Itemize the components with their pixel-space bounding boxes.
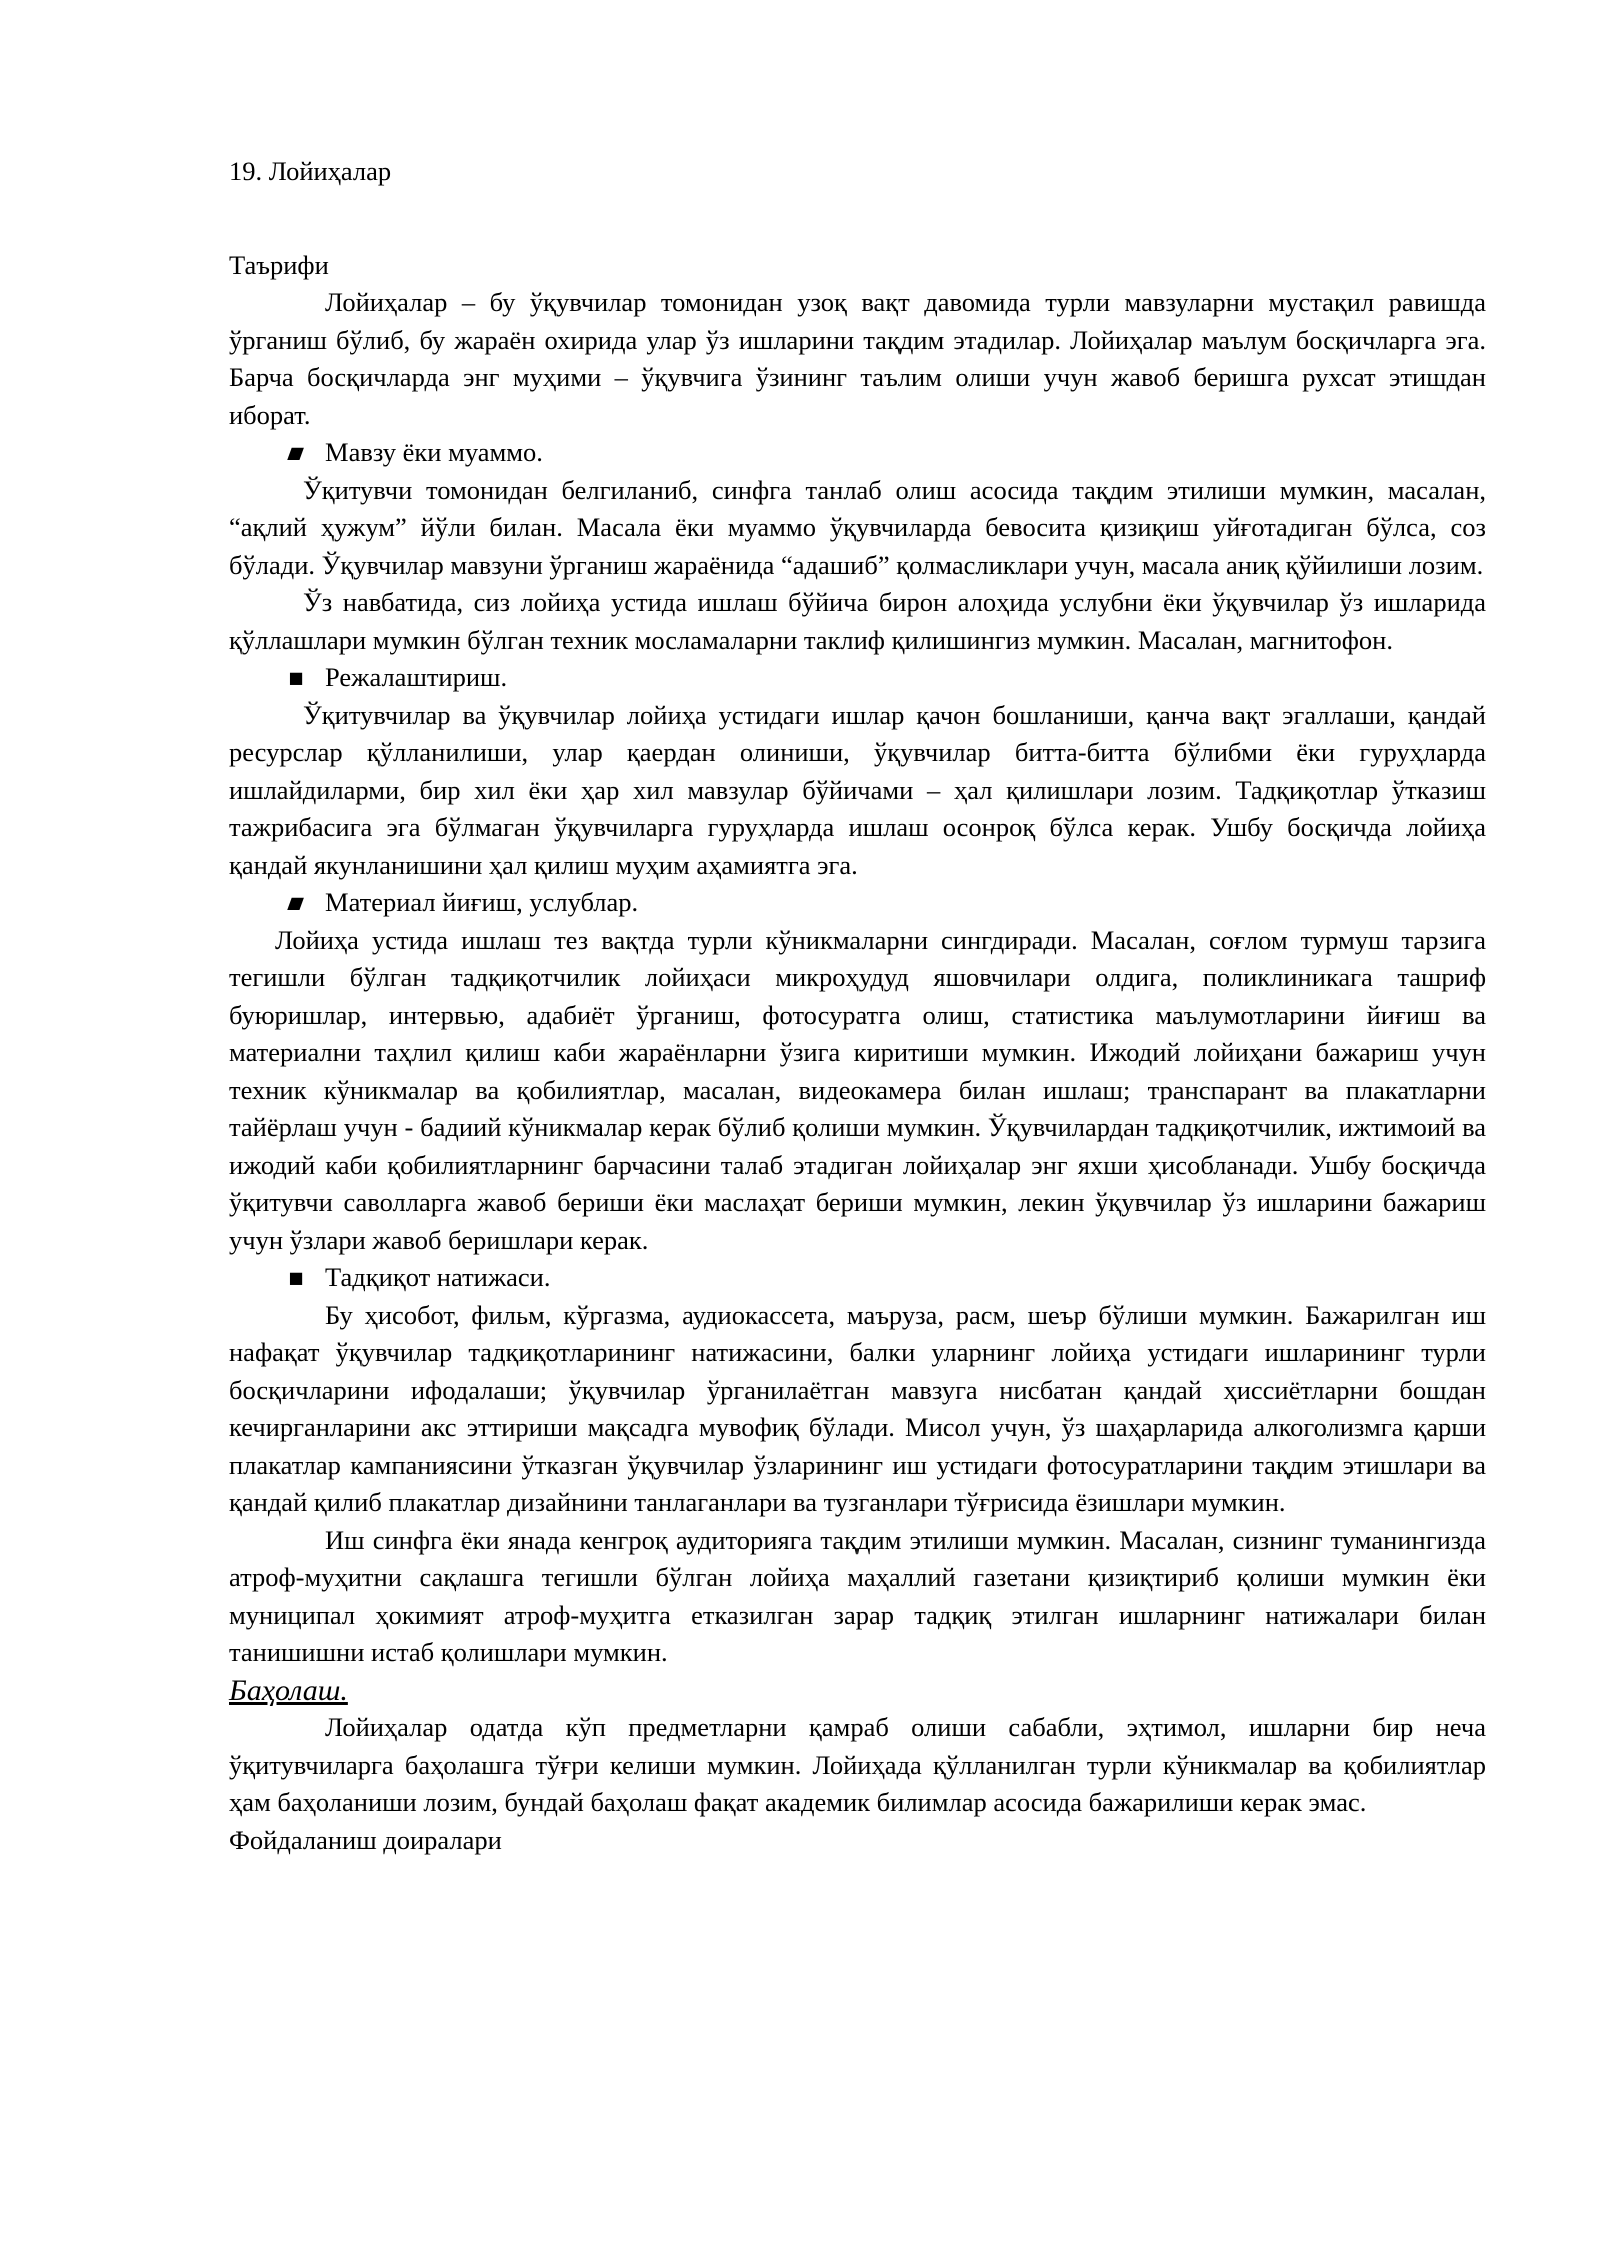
spacer: [229, 191, 1486, 247]
bullet-icon: ■: [285, 443, 308, 462]
assessment-paragraph: Лойиҳалар одатда кўп предметларни қамраб олиши сабабли, эҳтимол, ишларни бир неча ўқитувчиларга баҳолашга тўғри келиши мумкин. Лойиҳада қўлланилган турли кўникмалар ва қобилиятлар ҳам баҳоланиши лозим, бундай баҳолаш фақат академик билимлар асосида бажарилиши керак эмас.: [229, 1712, 1486, 1817]
bullet-icon: ■: [285, 893, 308, 912]
section-heading: 19. Лойиҳалар: [229, 156, 392, 186]
stage2-title: Режалаштириш.: [325, 662, 508, 692]
stage2-paragraph-1: Ўқитувчилар ва ўқувчилар лойиҳа устидаги ишлар қачон бошланиши, қанча вақт эгаллаши, қандай ресурслар қўлланилиши, улар қаердан олиниши, ўқувчилар битта-битта бўлибми ёки гуруҳларда ишлайдиларми, бир хил ёки ҳар хил мавзулар бўйичами – ҳал қилишлари лозим. Тадқиқотлар ўтказиш тажрибасига эга бўлмаган ўқувчиларга гуруҳларда ишлаш осонроқ бўлса керак. Ушбу босқичда лойиҳа қандай якунланишини ҳал қилиш муҳим аҳамиятга эга.: [229, 699, 1486, 880]
stage4-item: [229, 1259, 1486, 1297]
document-body: [229, 153, 1486, 1859]
assessment-title: Баҳолаш.: [229, 1673, 348, 1707]
bullet-icon: ■: [288, 668, 304, 687]
stage3-item: [229, 884, 1486, 922]
bullet-icon: ■: [288, 1268, 304, 1287]
stage1-paragraph-2: Ўз навбатида, сиз лойиҳа устида ишлаш бўйича бирон алоҳида услубни ёки ўқувчилар ўз ишларида қўллашлари мумкин бўлган техник мосламаларни таклиф қилишингиз мумкин. Масалан, магнитофон.: [229, 587, 1486, 655]
stage1-item: [229, 434, 1486, 472]
stage2-item: [229, 659, 1486, 697]
stage3-paragraph-1: Лойиҳа устида ишлаш тез вақтда турли кўникмаларни сингдиради. Масалан, соғлом турмуш тарзига тегишли бўлган тадқиқотчилик лойиҳаси микроҳудуд яшовчилари олдига, поликлиникага ташриф буюришлар, интервью, адабиёт ўрганиш, фотосуратга олиш, статистика маълумотларини йиғиш ва материални таҳлил қилиш каби жараёнларни ўзига киритиши мумкин. Ижодий лойиҳани бажариш учун техник кўникмалар ва қобилиятлар, масалан, видеокамера билан ишлаш; транспарант ва плакатларни тайёрлаш учун - бадиий кўникмалар керак бўлиб қолиши мумкин. Ўқувчилардан тадқиқотчилик, ижтимоий ва ижодий каби қобилиятларнинг барчасини талаб этадиган лойиҳалар энг яхши ҳисобланади. Ушбу босқичда ўқитувчи саволларга жавоб бериши ёки маслаҳат бериши мумкин, лекин ўқувчилар ўз ишларини бажариш учун ўзлари жавоб беришлари керак.: [229, 924, 1486, 1255]
stage3-title: Материал йиғиш, услублар.: [325, 887, 639, 917]
stage1-paragraph-1: Ўқитувчи томонидан белгиланиб, синфга танлаб олиш асосида тақдим этилиши мумкин, масалан, “ақлий ҳужум” йўли билан. Масала ёки муаммо ўқувчиларда бевосита қизиқиш уйғотадиган бўлса, соз бўлади. Ўқувчилар мавзуни ўрганиш жараёнида “адашиб” қолмасликлари учун, масала аниқ қўйилиши лозим.: [229, 474, 1486, 580]
stage4-paragraph-1: Бу ҳисобот, фильм, кўргазма, аудиокассета, маъруза, расм, шеър бўлиши мумкин. Бажарилган иш нафақат ўқувчилар тадқиқотларининг натижасини, балки уларнинг лойиҳа устидаги ишларининг турли босқичларини ифодалаши; ўқувчилар ўрганилаётган мавзуга нисбатан қандай ҳиссиётларни бошдан кечирганларини акс эттириши мақсадга мувофиқ бўлади. Мисол учун, ўз шаҳарларида алкоголизмга қарши плакатлар кампаниясини ўтказган ўқувчилар ўзларининг иш устидаги фотосуратларини тақдим этишлари ва қандай қилиб плакатлар дизайнини танлаганлари ва тузганлари тўғрисида ёзишлари мумкин.: [229, 1299, 1486, 1517]
usage-title: Фойдаланиш доиралари: [229, 1824, 502, 1855]
intro-paragraph: Лойиҳалар – бу ўқувчилар томонидан узоқ вақт давомида турли мавзуларни мустақил равишда ўрганиш бўлиб, бу жараён охирида улар ўз ишларини тақдим этадилар. Лойиҳалар маълум босқичларга эга. Барча босқичларда энг муҳими – ўқувчига ўзининг таълим олиши учун жавоб беришга рухсат этишдан иборат.: [229, 287, 1486, 430]
definition-title: Таърифи: [229, 249, 329, 280]
stage1-title: Мавзу ёки муаммо.: [325, 437, 543, 467]
stage4-paragraph-2: Иш синфга ёки янада кенгроқ аудиторияга тақдим этилиши мумкин. Масалан, сизнинг туманингизда атроф-муҳитни сақлашга тегишли бўлган лойиҳа маҳаллий газетани қизиқтириб қолиши мумкин ёки муниципал ҳокимият атроф-муҳитга етказилган зарар тадқиқ этилган ишларнинг натижалари билан танишишни истаб қолишлари мумкин.: [229, 1524, 1486, 1667]
stage4-title: Тадқиқот натижаси.: [325, 1262, 551, 1292]
